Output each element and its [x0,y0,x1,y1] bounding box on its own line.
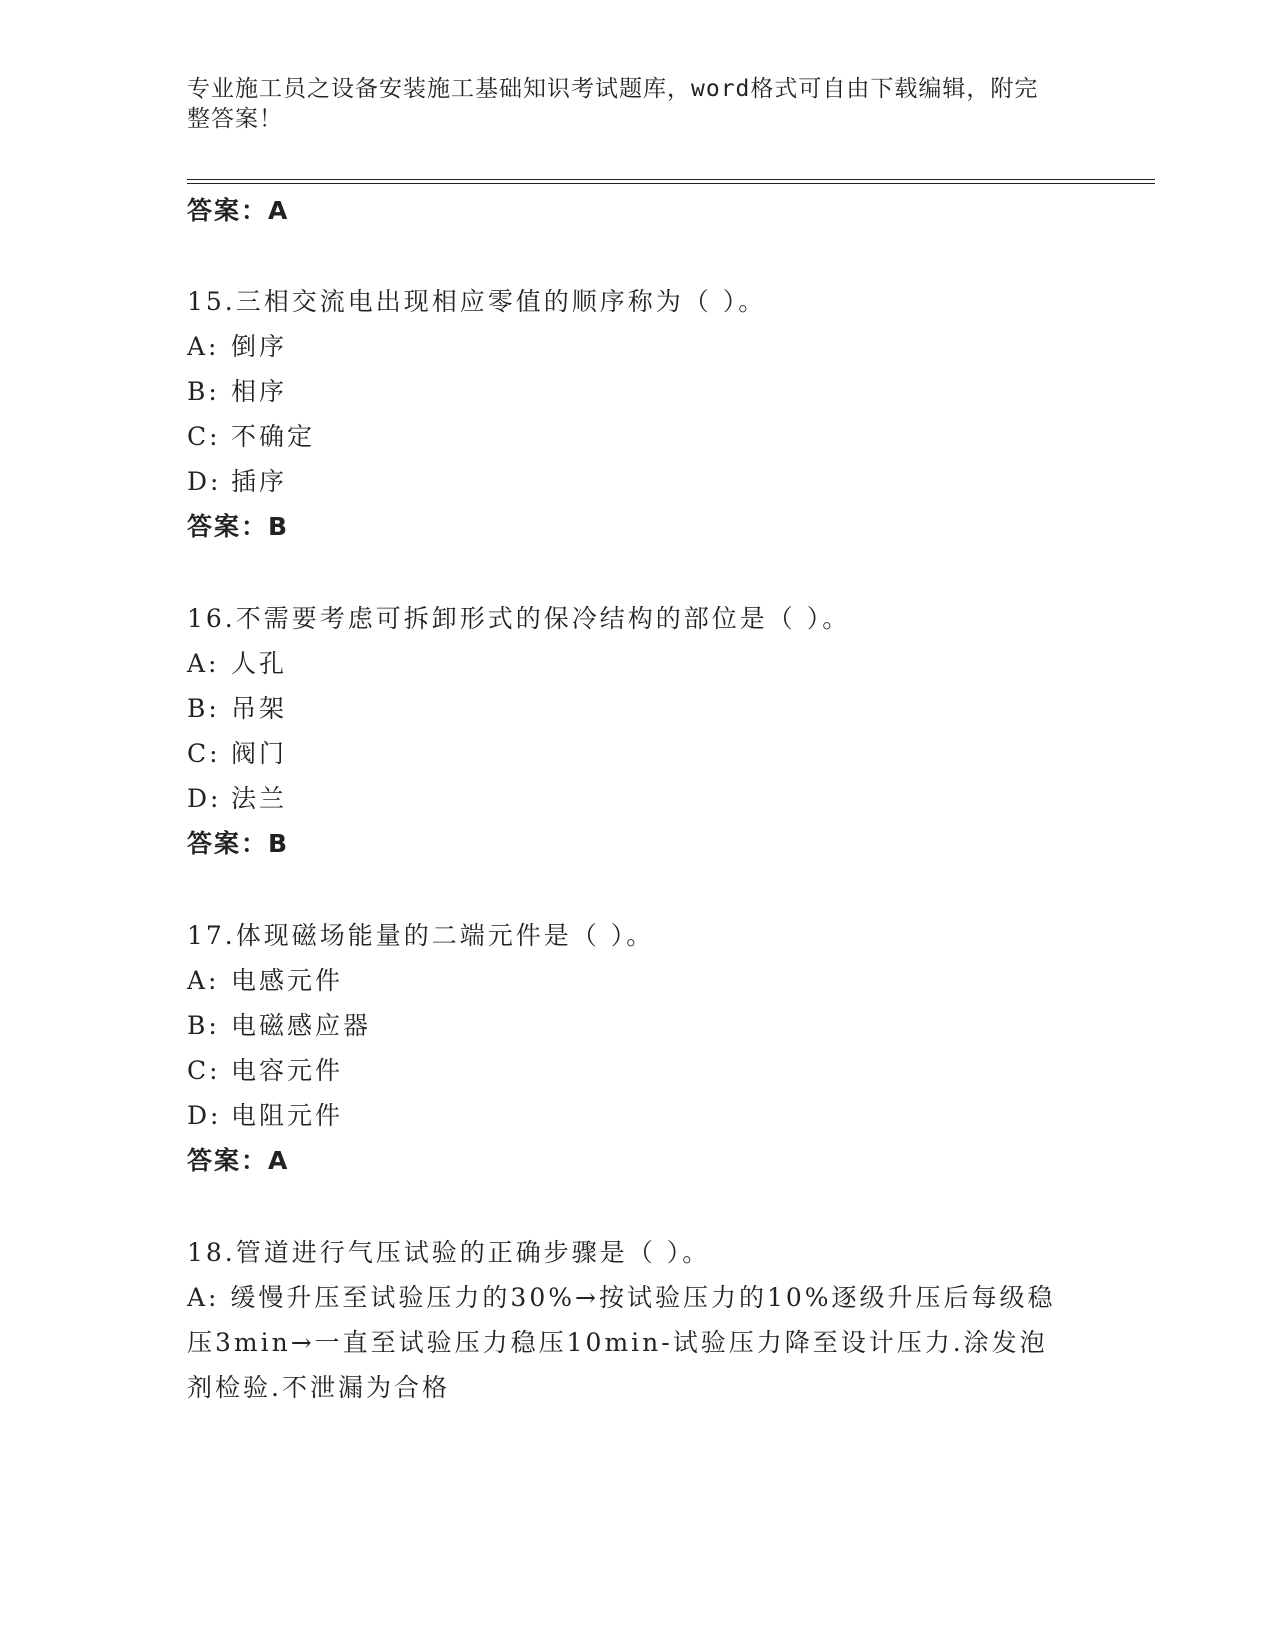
option-text: 电感元件 [231,966,344,995]
option-letter: C: [187,1056,221,1085]
option-letter: A: [187,966,220,995]
question-16-option-b [187,693,287,725]
option-text: 吊架 [231,694,288,723]
question-16-option-c [187,738,287,770]
option-letter: D: [187,1101,222,1130]
header-divider-top [187,179,1155,180]
option-text: 相序 [231,377,288,406]
option-letter: A: [187,649,220,678]
option-text: 阀门 [231,739,288,768]
header-divider-bottom [187,183,1155,184]
question-18-option-a-line-1: A: 缓慢升压至试验压力的30%→按试验压力的10%逐级升压后每级稳 [187,1283,1056,1312]
question-17-option-b [187,1010,371,1042]
previous-answer: 答案：A [187,196,290,225]
question-15-option-c [187,421,315,453]
question-15-answer: 答案：B [187,512,290,541]
option-letter: B: [187,1011,220,1040]
question-18-option-a-line-3: 剂检验.不泄漏为合格 [187,1373,450,1402]
question-17-answer: 答案：A [187,1146,290,1175]
question-16-option-a [187,648,287,680]
option-letter: D: [187,784,222,813]
question-15-option-a [187,331,287,363]
question-15-option-d [187,466,287,498]
question-17-stem: 17.体现磁场能量的二端元件是（ ）。 [187,921,655,950]
option-letter: C: [187,422,221,451]
option-text: 不确定 [231,422,316,451]
option-text: 法兰 [231,784,288,813]
option-letter: D: [187,467,222,496]
option-letter: C: [187,739,221,768]
option-text: 电阻元件 [231,1101,344,1130]
option-text: 电磁感应器 [231,1011,372,1040]
option-letter: A: [187,332,220,361]
page-header [187,74,1067,134]
question-16-answer: 答案：B [187,829,290,858]
question-16-stem: 16.不需要考虑可拆卸形式的保冷结构的部位是（ ）。 [187,604,851,633]
option-text: 人孔 [231,649,288,678]
question-16-option-d [187,783,287,815]
question-18-option-a-line-2: 压3min→一直至试验压力稳压10min-试验压力降至设计压力.涂发泡 [187,1328,1048,1357]
option-letter: B: [187,694,220,723]
header-line-2: 整答案！ [187,106,283,132]
question-17-option-a [187,965,343,997]
question-18-stem: 18.管道进行气压试验的正确步骤是（ ）。 [187,1238,711,1267]
question-17-option-d [187,1100,343,1132]
question-17-option-c [187,1055,343,1087]
question-15-stem: 15.三相交流电出现相应零值的顺序称为（ ）。 [187,287,767,316]
option-text: 电容元件 [231,1056,344,1085]
header-line-1: 专业施工员之设备安装施工基础知识考试题库，word格式可自由下载编辑，附完 [187,76,1039,102]
option-letter: B: [187,377,220,406]
option-text: 倒序 [231,332,288,361]
option-text: 插序 [231,467,288,496]
question-15-option-b [187,376,287,408]
